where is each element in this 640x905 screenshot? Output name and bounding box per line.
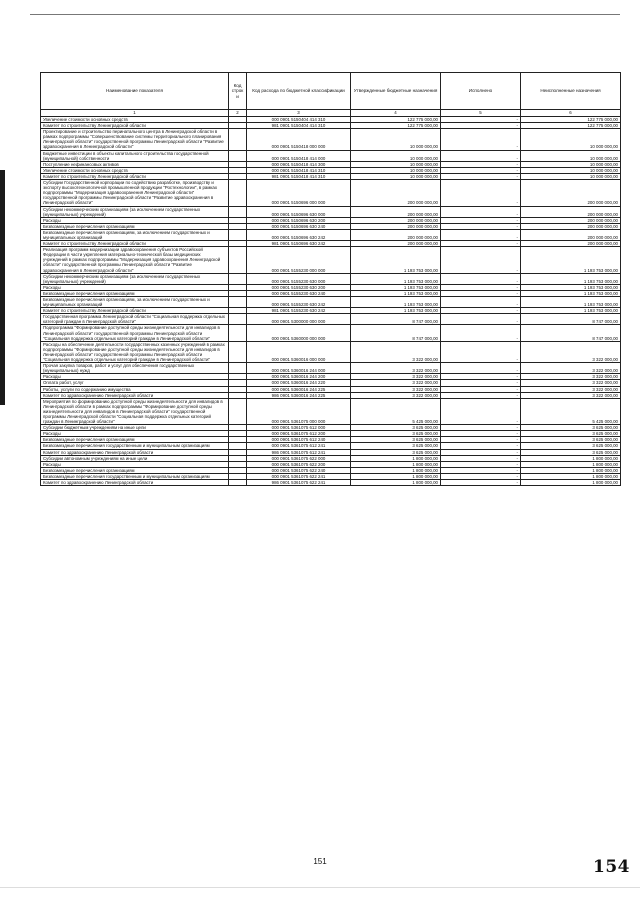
row-budget-code: 000 0901 5361075 622 241 xyxy=(247,473,351,479)
row-name: Расходы xyxy=(41,374,229,380)
table-row xyxy=(41,341,621,362)
row-approved: 200 000 000,00 xyxy=(351,223,441,229)
row-executed: - xyxy=(441,392,521,398)
row-unexecuted: 200 000 000,00 xyxy=(521,180,621,206)
row-budget-code: 000 0901 5360016 244 220 xyxy=(247,380,351,386)
row-budget-code: 000 0901 5361075 622 200 xyxy=(247,461,351,467)
row-approved: 8 747 000,00 xyxy=(351,314,441,325)
row-name: Поступление нефинансовых активов xyxy=(41,161,229,167)
row-line-code xyxy=(229,325,247,341)
header-executed: Исполнено xyxy=(441,73,521,110)
row-approved: 3 322 000,00 xyxy=(351,374,441,380)
row-name: Мероприятия по формированию доступной среды жизнедеятельности для инвалидов в Ленинградской области в рамках подпрограммы "Формирование доступной среды жизнедеятельности для инвалидов в Ленинградской области" государственной программы Ленинградской области "Социальная поддержка отдельных категорий граждан в Ленинградской области" xyxy=(41,398,229,424)
row-approved: 10 000 000,00 xyxy=(351,167,441,173)
row-approved: 200 000 000,00 xyxy=(351,241,441,247)
report-sheet xyxy=(40,72,620,486)
row-unexecuted: 1 193 753 000,00 xyxy=(521,297,621,308)
column-number: 2 xyxy=(229,110,247,117)
row-line-code xyxy=(229,206,247,217)
row-budget-code: 000 0901 5150696 630 000 xyxy=(247,206,351,217)
row-unexecuted: 10 000 000,00 xyxy=(521,129,621,150)
row-name: Субсидии некоммерческим организациям (за исключением государственных (муниципальных) учреждений) xyxy=(41,206,229,217)
row-approved: 1 193 753 000,00 xyxy=(351,247,441,273)
row-approved: 122 775 000,00 xyxy=(351,117,441,123)
row-executed: - xyxy=(441,443,521,449)
row-executed: - xyxy=(441,229,521,240)
row-executed: - xyxy=(441,461,521,467)
table-row xyxy=(41,206,621,217)
row-executed: - xyxy=(441,473,521,479)
row-executed: - xyxy=(441,437,521,443)
row-approved: 1 193 753 000,00 xyxy=(351,273,441,284)
row-executed: - xyxy=(441,217,521,223)
row-budget-code: 981 0901 5150696 630 242 xyxy=(247,241,351,247)
row-unexecuted: 3 322 000,00 xyxy=(521,363,621,374)
row-unexecuted: 122 775 000,00 xyxy=(521,123,621,129)
row-approved: 10 000 000,00 xyxy=(351,129,441,150)
row-budget-code: 000 0901 5360016 000 000 xyxy=(247,341,351,362)
row-unexecuted: 8 747 000,00 xyxy=(521,325,621,341)
row-name: Расходы xyxy=(41,461,229,467)
header-unexecuted: Неисполненные назначения xyxy=(521,73,621,110)
row-approved: 200 000 000,00 xyxy=(351,229,441,240)
row-budget-code: 981 0901 5150418 414 310 xyxy=(247,173,351,179)
table-row xyxy=(41,325,621,341)
table-row xyxy=(41,297,621,308)
row-budget-code: 000 0901 5150696 000 000 xyxy=(247,180,351,206)
row-name: Безвозмездные перечисления организациям, за исключением государственных и муниципальных организаций xyxy=(41,229,229,240)
row-approved: 1 800 000,00 xyxy=(351,455,441,461)
row-name: Безвозмездные перечисления государственным и муниципальным организациям xyxy=(41,443,229,449)
row-approved: 3 625 000,00 xyxy=(351,443,441,449)
row-line-code xyxy=(229,297,247,308)
row-executed: - xyxy=(441,455,521,461)
row-unexecuted: 3 625 000,00 xyxy=(521,449,621,455)
row-executed: - xyxy=(441,161,521,167)
row-approved: 1 800 000,00 xyxy=(351,461,441,467)
row-unexecuted: 200 000 000,00 xyxy=(521,241,621,247)
row-executed: - xyxy=(441,467,521,473)
row-unexecuted: 200 000 000,00 xyxy=(521,223,621,229)
row-executed: - xyxy=(441,273,521,284)
row-line-code xyxy=(229,129,247,150)
row-budget-code: 000 0901 5300000 000 000 xyxy=(247,314,351,325)
row-executed: - xyxy=(441,247,521,273)
row-executed: - xyxy=(441,341,521,362)
row-approved: 1 800 000,00 xyxy=(351,480,441,486)
table-body xyxy=(41,117,621,486)
row-name: Комитет по строительству Ленинградской области xyxy=(41,173,229,179)
row-approved: 3 322 000,00 xyxy=(351,386,441,392)
table-column-numbers-row xyxy=(41,110,621,117)
row-unexecuted: 10 000 000,00 xyxy=(521,173,621,179)
row-budget-code: 000 0901 5155230 000 000 xyxy=(247,247,351,273)
row-unexecuted: 1 193 753 000,00 xyxy=(521,247,621,273)
row-name: Подпрограмма "Формирование доступной среды жизнедеятельности для инвалидов в Ленинградской области" государственной программы Ленинградской области "Социальная поддержка отдельных категорий граждан в Ленинградской области" xyxy=(41,325,229,341)
row-unexecuted: 1 800 000,00 xyxy=(521,467,621,473)
row-line-code xyxy=(229,480,247,486)
row-line-code xyxy=(229,150,247,161)
row-budget-code: 000 0901 5155230 630 200 xyxy=(247,284,351,290)
row-executed: - xyxy=(441,398,521,424)
row-name: Комитет по строительству Ленинградской области xyxy=(41,308,229,314)
row-unexecuted: 3 322 000,00 xyxy=(521,392,621,398)
row-name: Безвозмездные перечисления организациям xyxy=(41,290,229,296)
row-executed: - xyxy=(441,386,521,392)
row-name: Безвозмездные перечисления организациям xyxy=(41,223,229,229)
row-executed: - xyxy=(441,431,521,437)
column-number: 1 xyxy=(41,110,229,117)
row-name: Расходы xyxy=(41,284,229,290)
row-unexecuted: 1 193 753 000,00 xyxy=(521,273,621,284)
row-unexecuted: 1 193 753 000,00 xyxy=(521,308,621,314)
row-executed: - xyxy=(441,167,521,173)
row-name: Бюджетные инвестиции в объекты капитального строительства государственной (муниципальной) собственности xyxy=(41,150,229,161)
row-unexecuted: 200 000 000,00 xyxy=(521,217,621,223)
row-budget-code: 000 0901 5361075 612 000 xyxy=(247,425,351,431)
row-budget-code: 000 0901 5150418 414 000 xyxy=(247,150,351,161)
row-unexecuted: 1 193 753 000,00 xyxy=(521,290,621,296)
row-line-code xyxy=(229,180,247,206)
row-approved: 10 000 000,00 xyxy=(351,150,441,161)
row-budget-code: 000 0901 5150418 414 300 xyxy=(247,161,351,167)
row-unexecuted: 3 625 000,00 xyxy=(521,437,621,443)
row-executed: - xyxy=(441,173,521,179)
row-unexecuted: 3 322 000,00 xyxy=(521,386,621,392)
table-row xyxy=(41,180,621,206)
row-budget-code: 000 0901 5150696 630 242 xyxy=(247,229,351,240)
table-row xyxy=(41,229,621,240)
row-name: Прочая закупка товаров, работ и услуг для обеспечения государственных (муниципальных) нужд xyxy=(41,363,229,374)
header-approved: Утвержденные бюджетные назначения xyxy=(351,73,441,110)
row-approved: 200 000 000,00 xyxy=(351,206,441,217)
column-number: 5 xyxy=(441,110,521,117)
row-approved: 1 193 753 000,00 xyxy=(351,290,441,296)
column-number: 3 xyxy=(247,110,351,117)
row-line-code xyxy=(229,314,247,325)
row-name: Комитет по строительству Ленинградской области xyxy=(41,241,229,247)
row-approved: 200 000 000,00 xyxy=(351,180,441,206)
top-rule xyxy=(30,14,620,15)
row-unexecuted: 3 625 000,00 xyxy=(521,431,621,437)
row-name: Расходы на обеспечение деятельности государственных казенных учреждений в рамках подпрограммы "Формирование доступной среды жизнедеятельности для инвалидов в Ленинградской области" государственной программы Ленинградской области "Социальная поддержка отдельных категорий граждан в Ленинградской области" xyxy=(41,341,229,362)
row-budget-code: 000 0901 5361075 622 240 xyxy=(247,467,351,473)
row-approved: 3 625 000,00 xyxy=(351,449,441,455)
row-unexecuted: 10 000 000,00 xyxy=(521,167,621,173)
row-unexecuted: 1 800 000,00 xyxy=(521,473,621,479)
row-executed: - xyxy=(441,117,521,123)
row-budget-code: 986 0901 5361075 622 241 xyxy=(247,480,351,486)
row-name: Работы, услуги по содержанию имущества xyxy=(41,386,229,392)
row-budget-code: 000 0901 5155230 630 242 xyxy=(247,297,351,308)
table-row xyxy=(41,314,621,325)
row-unexecuted: 200 000 000,00 xyxy=(521,206,621,217)
row-line-code xyxy=(229,229,247,240)
row-approved: 3 322 000,00 xyxy=(351,392,441,398)
row-budget-code: 000 0901 5155230 630 000 xyxy=(247,273,351,284)
row-budget-code: 981 0901 5155230 630 242 xyxy=(247,308,351,314)
table-row xyxy=(41,273,621,284)
column-number: 4 xyxy=(351,110,441,117)
row-executed: - xyxy=(441,297,521,308)
row-approved: 3 625 000,00 xyxy=(351,437,441,443)
table-row xyxy=(41,480,621,486)
row-executed: - xyxy=(441,223,521,229)
row-line-code xyxy=(229,363,247,374)
row-line-code xyxy=(229,398,247,424)
row-line-code xyxy=(229,247,247,273)
row-budget-code: 000 0901 5360000 000 000 xyxy=(247,325,351,341)
row-approved: 3 625 000,00 xyxy=(351,431,441,437)
row-executed: - xyxy=(441,206,521,217)
row-budget-code: 000 0901 5150404 414 310 xyxy=(247,117,351,123)
row-budget-code: 000 0901 5150418 414 310 xyxy=(247,167,351,173)
row-executed: - xyxy=(441,314,521,325)
bottom-rule xyxy=(0,887,640,888)
row-executed: - xyxy=(441,480,521,486)
table-row xyxy=(41,247,621,273)
row-unexecuted: 122 775 000,00 xyxy=(521,117,621,123)
row-executed: - xyxy=(441,129,521,150)
row-budget-code: 000 0901 5361075 612 241 xyxy=(247,443,351,449)
row-budget-code: 000 0901 5150418 000 000 xyxy=(247,129,351,150)
row-unexecuted: 8 747 000,00 xyxy=(521,314,621,325)
table-header-row xyxy=(41,73,621,110)
row-unexecuted: 1 800 000,00 xyxy=(521,480,621,486)
row-approved: 122 775 000,00 xyxy=(351,123,441,129)
row-budget-code: 981 0901 5150404 414 310 xyxy=(247,123,351,129)
row-approved: 5 425 000,00 xyxy=(351,398,441,424)
row-approved: 1 193 753 000,00 xyxy=(351,308,441,314)
row-budget-code: 000 0901 5360016 244 225 xyxy=(247,386,351,392)
row-executed: - xyxy=(441,425,521,431)
row-name: Безвозмездные перечисления государственным и муниципальным организациям xyxy=(41,473,229,479)
row-executed: - xyxy=(441,284,521,290)
handwritten-page-stamp: 154 xyxy=(593,857,630,877)
row-budget-code: 000 0901 5360016 244 200 xyxy=(247,374,351,380)
row-approved: 8 747 000,00 xyxy=(351,325,441,341)
row-approved: 1 800 000,00 xyxy=(351,473,441,479)
row-name: Государственная программа Ленинградской области "Социальная поддержка отдельных категорий граждан в Ленинградской области" xyxy=(41,314,229,325)
row-unexecuted: 3 322 000,00 xyxy=(521,341,621,362)
row-name: Оплата работ, услуг xyxy=(41,380,229,386)
row-line-code xyxy=(229,273,247,284)
row-name: Безвозмездные перечисления организациям xyxy=(41,467,229,473)
row-approved: 3 322 000,00 xyxy=(351,363,441,374)
row-budget-code: 000 0901 5150696 630 240 xyxy=(247,223,351,229)
row-budget-code: 000 0901 5361075 612 200 xyxy=(247,431,351,437)
row-unexecuted: 5 425 000,00 xyxy=(521,398,621,424)
row-name: Комитет по строительству Ленинградской области xyxy=(41,123,229,129)
row-name: Комитет по здравоохранению Ленинградской области xyxy=(41,449,229,455)
row-executed: - xyxy=(441,308,521,314)
row-budget-code: 986 0901 5360016 244 225 xyxy=(247,392,351,398)
row-unexecuted: 10 000 000,00 xyxy=(521,150,621,161)
row-approved: 1 193 753 000,00 xyxy=(351,284,441,290)
row-unexecuted: 200 000 000,00 xyxy=(521,229,621,240)
row-unexecuted: 1 800 000,00 xyxy=(521,461,621,467)
row-budget-code: 000 0901 5361075 000 000 xyxy=(247,398,351,424)
row-name: Субсидии автономным учреждениям на иные цели xyxy=(41,455,229,461)
row-unexecuted: 3 322 000,00 xyxy=(521,380,621,386)
row-executed: - xyxy=(441,290,521,296)
row-name: Субсидии Государственной корпорации по содействию разработке, производству и экспорту высокотехнологичной промышленной продукции "Ростехнологии", в рамках подпрограммы "Модернизация здравоохранения Ленинградской области" государственной программы Ленинградской области "Развитие здравоохранения в Ленинградской области" xyxy=(41,180,229,206)
row-name: Субсидии некоммерческим организациям (за исключением государственных (муниципальных) учреждений) xyxy=(41,273,229,284)
header-line-code: Код строки xyxy=(229,73,247,110)
row-name: Реализация программ модернизации здравоохранения субъектов Российской Федерации в части укрепления материально-технической базы медицинских учреждений в рамках подпрограммы "Модернизация здравоохранения Ленинградской области" государственной программы Ленинградской области "Развитие здравоохранения в Ленинградской области" xyxy=(41,247,229,273)
header-budget-code: Код расхода по бюджетной классификации xyxy=(247,73,351,110)
row-name: Увеличение стоимости основных средств xyxy=(41,117,229,123)
row-approved: 200 000 000,00 xyxy=(351,217,441,223)
row-name: Расходы xyxy=(41,217,229,223)
row-unexecuted: 1 193 753 000,00 xyxy=(521,284,621,290)
row-name: Расходы xyxy=(41,431,229,437)
page-number: 151 xyxy=(313,857,327,866)
row-unexecuted: 10 000 000,00 xyxy=(521,161,621,167)
row-executed: - xyxy=(441,325,521,341)
row-budget-code: 986 0901 5361075 612 241 xyxy=(247,449,351,455)
row-approved: 10 000 000,00 xyxy=(351,161,441,167)
row-executed: - xyxy=(441,380,521,386)
row-approved: 3 322 000,00 xyxy=(351,341,441,362)
row-name: Комитет по здравоохранению Ленинградской области xyxy=(41,392,229,398)
table-row xyxy=(41,150,621,161)
header-name: Наименование показателя xyxy=(41,73,229,110)
row-name: Увеличение стоимости основных средств xyxy=(41,167,229,173)
row-budget-code: 000 0901 5155230 630 240 xyxy=(247,290,351,296)
row-approved: 1 800 000,00 xyxy=(351,467,441,473)
row-budget-code: 000 0901 5361075 622 000 xyxy=(247,455,351,461)
column-number: 6 xyxy=(521,110,621,117)
row-budget-code: 000 0901 5361075 612 240 xyxy=(247,437,351,443)
row-budget-code: 000 0901 5360016 244 000 xyxy=(247,363,351,374)
row-unexecuted: 3 625 000,00 xyxy=(521,443,621,449)
table-row xyxy=(41,363,621,374)
table-row xyxy=(41,129,621,150)
row-name: Безвозмездные перечисления организациям, за исключением государственных и муниципальных организаций xyxy=(41,297,229,308)
budget-execution-table xyxy=(40,72,621,486)
row-executed: - xyxy=(441,374,521,380)
row-line-code xyxy=(229,341,247,362)
row-executed: - xyxy=(441,449,521,455)
row-approved: 3 625 000,00 xyxy=(351,425,441,431)
row-unexecuted: 3 625 000,00 xyxy=(521,425,621,431)
row-name: Безвозмездные перечисления организациям xyxy=(41,437,229,443)
row-name: Субсидии бюджетным учреждениям на иные цели xyxy=(41,425,229,431)
row-executed: - xyxy=(441,241,521,247)
row-name: Проектирование и строительство перинатального центра в Ленинградской области в рамках подпрограммы "Совершенствование системы территориального планирования Ленинградской области" государственной программы Ленинградской области "Развитие здравоохранения в Ленинградской области" xyxy=(41,129,229,150)
row-executed: - xyxy=(441,180,521,206)
row-executed: - xyxy=(441,150,521,161)
row-executed: - xyxy=(441,123,521,129)
row-unexecuted: 1 800 000,00 xyxy=(521,455,621,461)
row-executed: - xyxy=(441,363,521,374)
row-name: Комитет по здравоохранению Ленинградской области xyxy=(41,480,229,486)
table-row xyxy=(41,398,621,424)
row-approved: 10 000 000,00 xyxy=(351,173,441,179)
row-approved: 1 193 753 000,00 xyxy=(351,297,441,308)
row-budget-code: 000 0901 5150696 630 200 xyxy=(247,217,351,223)
scan-edge-mark xyxy=(0,170,5,405)
row-unexecuted: 3 322 000,00 xyxy=(521,374,621,380)
row-approved: 3 322 000,00 xyxy=(351,380,441,386)
